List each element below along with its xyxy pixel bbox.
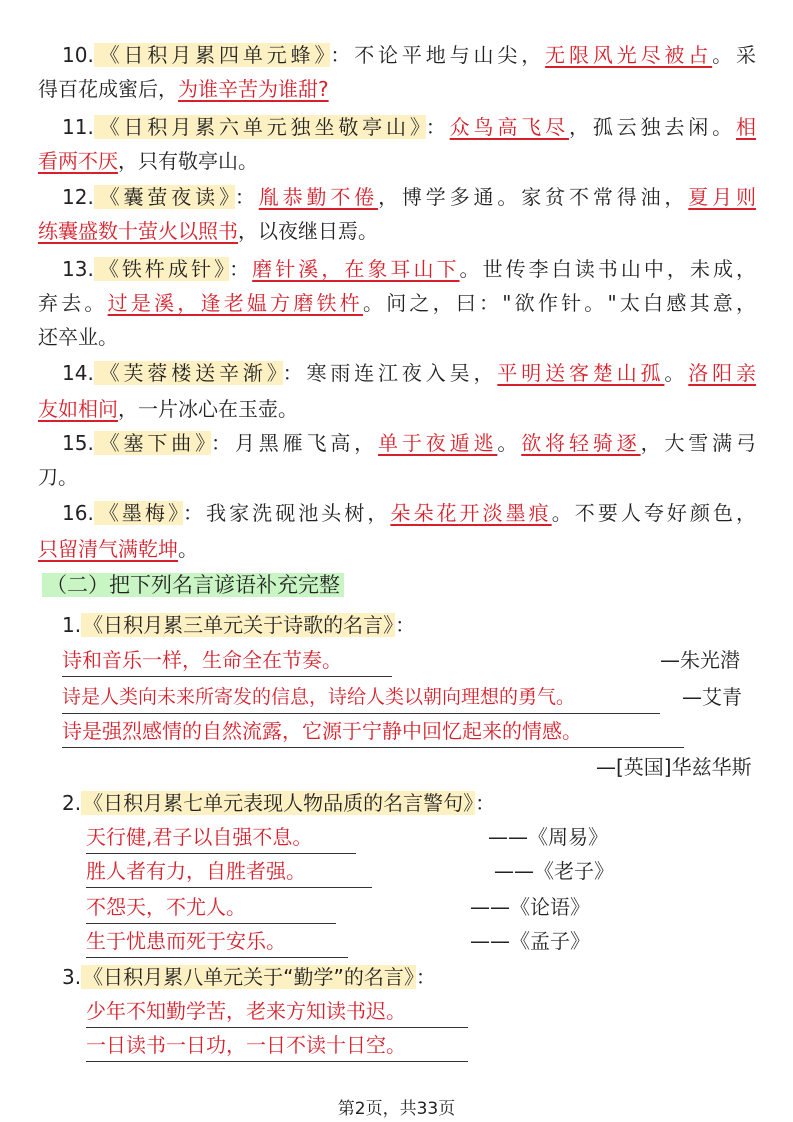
text: 。 (178, 537, 198, 561)
text: ： (234, 185, 259, 209)
quote-line: 生于忧患而死于安乐。 (86, 926, 348, 958)
quote-line: 不怨天，不尤人。 (86, 892, 336, 924)
colon: ： (415, 965, 436, 989)
item-16-line-1 (62, 498, 756, 528)
colon: ： (395, 613, 416, 637)
text: 。 (664, 361, 689, 385)
answer: 相 (736, 115, 757, 139)
text: ，以夜继日焉。 (238, 219, 378, 243)
text: 。采 (712, 43, 757, 67)
answer: 单于夜遁逃 (378, 431, 498, 455)
q1-heading (62, 610, 780, 640)
text: ，一片冰心在玉壶。 (118, 397, 298, 421)
page-number: 第2页，共33页 (337, 1099, 456, 1119)
text: ，大雪满弓 (640, 431, 757, 455)
poem-title: 《铁杵成针》 (95, 257, 228, 281)
answer: 过是溪，逢老媪方磨铁杵 (107, 291, 363, 315)
text: ，博学多通。家贫不常得油， (378, 185, 689, 209)
text: ： (425, 115, 450, 139)
answer: 欲将轻骑逐 (521, 431, 641, 455)
answer: 夏月则 (688, 185, 757, 209)
item-12-line-1 (62, 182, 756, 212)
answer: 练囊盛数十萤火以照书 (38, 219, 238, 243)
poem-title: 《囊萤夜读》 (95, 185, 233, 209)
answer: 洛阳亲 (688, 361, 757, 385)
item-number: 3. (62, 965, 82, 989)
text: ：不论平地与山尖， (330, 43, 546, 67)
text: 得百花成蜜后， (38, 77, 178, 101)
item-13-line-3 (38, 322, 756, 352)
quote-line: 一日读书一日功，一日不读十日空。 (86, 1030, 468, 1062)
item-11-line-2 (38, 146, 756, 176)
quote-attribution: —[英国]华兹华斯 (596, 755, 752, 779)
item-15-line-1 (62, 428, 756, 458)
quote-line: 天行健,君子以自强不息。 (86, 822, 356, 854)
section-heading (42, 570, 760, 600)
text: ： (229, 257, 253, 281)
item-number: 1. (62, 613, 82, 637)
item-13-line-1 (62, 254, 756, 284)
text: ：我家洗砚池头树， (183, 501, 391, 525)
question-title: 《日积月累七单元表现人物品质的名言警句》 (83, 791, 474, 815)
text: 刀。 (38, 465, 78, 489)
answer: 胤恭勤不倦 (258, 185, 379, 209)
item-15-line-2 (38, 462, 756, 492)
quote-attribution: ——《老子》 (494, 859, 614, 883)
item-11-line-1 (62, 112, 756, 142)
poem-title: 《日积月累四单元蜂》 (95, 43, 329, 67)
item-number: 10. (62, 43, 94, 67)
quote-attribution: ——《孟子》 (470, 929, 590, 953)
answer: 众鸟高飞尽 (449, 115, 569, 139)
poem-title: 《墨梅》 (95, 501, 182, 525)
quote-attribution: —艾青 (682, 685, 742, 709)
colon: ： (475, 791, 496, 815)
poem-title: 《塞下曲》 (95, 431, 209, 455)
question-title: 《日积月累三单元关于诗歌的名言》 (83, 613, 394, 637)
quote-attribution: ——《论语》 (470, 895, 590, 919)
q3-heading (62, 962, 780, 992)
item-number: 15. (62, 431, 94, 455)
text: 还卒业。 (38, 325, 118, 349)
item-number: 16. (62, 501, 94, 525)
item-12-line-2 (38, 216, 756, 246)
text: 。不要人夸好颜色， (551, 501, 757, 525)
text: ，只有敬亭山。 (118, 149, 258, 173)
quote-line: 诗是人类向未来所寄发的信息，诗给人类以朝向理想的勇气。 (62, 682, 660, 714)
quote-attribution: —朱光潜 (660, 648, 740, 672)
answer: 磨针溪，在象耳山下 (252, 257, 460, 281)
quote-line: 胜人者有力，自胜者强。 (86, 856, 372, 888)
item-number: 11. (62, 115, 94, 139)
item-number: 13. (62, 257, 94, 281)
text: ：月黑雁飞高， (211, 431, 379, 455)
quote-attribution: ——《周易》 (488, 825, 608, 849)
text: ：寒雨连江夜入吴， (282, 361, 498, 385)
answer: 无限风光尽被占 (545, 43, 713, 67)
question-title: 《日积月累八单元关于“勤学”的名言》 (83, 965, 414, 989)
answer: 为谁辛苦为谁甜? (178, 77, 329, 101)
text: 弃去。 (38, 291, 108, 315)
quote-line: 诗和音乐一样，生命全在节奏。 (62, 645, 392, 677)
item-number: 14. (62, 361, 94, 385)
text: 。 (497, 431, 522, 455)
text: 。问之，曰："欲作针。"太白感其意， (362, 291, 756, 315)
answer: 看两不厌 (38, 149, 118, 173)
quote-line: 少年不知勤学苦，老来方知读书迟。 (86, 996, 468, 1028)
section-title: （二）把下列名言谚语补充完整 (42, 573, 344, 597)
poem-title: 《芙蓉楼送辛渐》 (95, 361, 281, 385)
item-10-line-2 (38, 74, 756, 104)
text: 。世传李白读书山中，未成， (459, 257, 757, 281)
answer: 平明送客楚山孤 (497, 361, 665, 385)
item-number: 12. (62, 185, 94, 209)
poem-title: 《日积月累六单元独坐敬亭山》 (95, 115, 424, 139)
q2-heading (62, 788, 780, 818)
item-16-line-2 (38, 534, 756, 564)
item-10-line-1 (62, 40, 756, 70)
item-14-line-2 (38, 394, 756, 424)
item-number: 2. (62, 791, 82, 815)
answer: 朵朵花开淡墨痕 (390, 501, 552, 525)
text: ，孤云独去闲。 (568, 115, 737, 139)
answer: 友如相问 (38, 397, 118, 421)
answer: 只留清气满乾坤 (38, 537, 178, 561)
quote-line: 诗是强烈感情的自然流露，它源于宁静中回忆起来的情感。 (62, 716, 684, 748)
item-13-line-2 (38, 288, 756, 318)
item-14-line-1 (62, 358, 756, 388)
